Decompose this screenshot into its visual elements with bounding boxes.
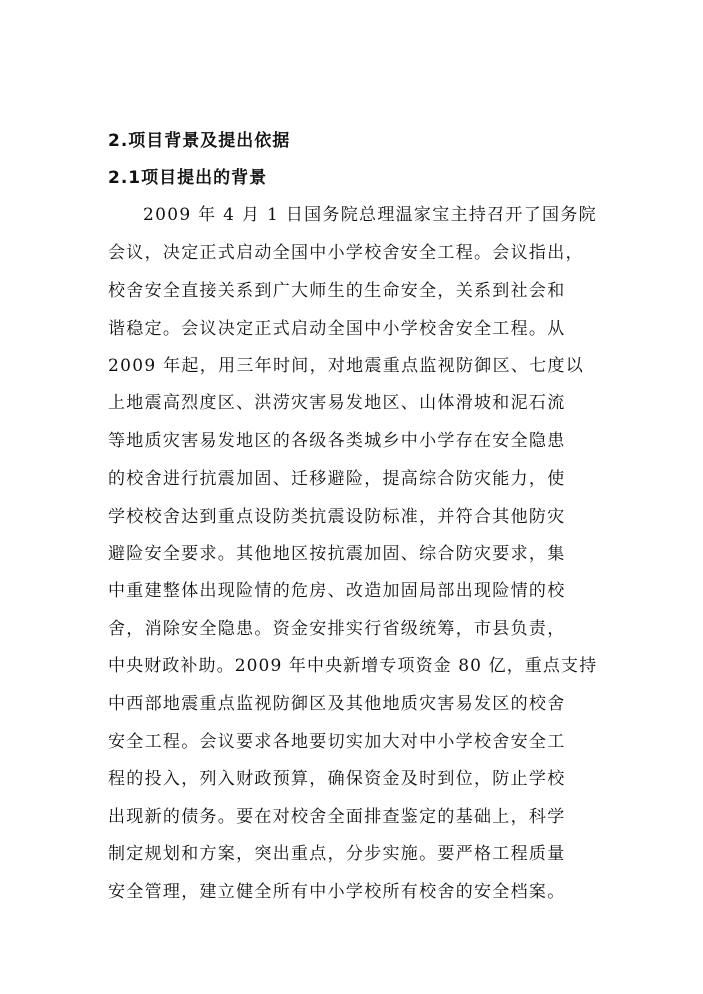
body-line: 安全管理，建立健全所有中小学校所有校舍的安全档案。 [108,882,566,902]
section-heading: 2.项目背景及提出依据 [108,131,291,151]
body-line: 2009 年 4 月 1 日国务院总理温家宝主持召开了国务院 [143,205,597,225]
body-line: 制定规划和方案，突出重点，分步实施。要严格工程质量 [108,844,566,864]
body-line: 上地震高烈度区、洪涝灾害易发地区、山体滑坡和泥石流 [108,393,566,413]
body-line: 等地质灾害易发地区的各级各类城乡中小学存在安全隐患 [108,431,566,451]
body-line: 学校校舍达到重点设防类抗震设防标准，并符合其他防灾 [108,507,566,527]
body-line: 中西部地震重点监视防御区及其他地质灾害易发区的校舍 [108,694,566,714]
subsection-heading: 2.1项目提出的背景 [108,168,268,188]
body-line: 校舍安全直接关系到广大师生的生命安全，关系到社会和 [108,281,566,301]
body-line: 安全工程。会议要求各地要切实加大对中小学校舍安全工 [108,732,566,752]
body-line: 谐稳定。会议决定正式启动全国中小学校舍安全工程。从 [108,319,566,339]
body-line: 中重建整体出现险情的危房、改造加固局部出现险情的校 [108,581,566,601]
body-line: 2009 年起，用三年时间，对地震重点监视防御区、七度以 [108,356,585,376]
body-line: 程的投入，列入财政预算，确保资金及时到位，防止学校 [108,769,566,789]
body-line: 中央财政补助。2009 年中央新增专项资金 80 亿，重点支持 [108,656,598,676]
body-line: 舍，消除安全隐患。资金安排实行省级统筹，市县负责， [108,619,566,639]
body-line: 避险安全要求。其他地区按抗震加固、综合防灾要求，集 [108,544,566,564]
body-line: 出现新的债务。要在对校舍全面排查鉴定的基础上，科学 [108,807,566,827]
body-line: 的校舍进行抗震加固、迁移避险，提高综合防灾能力，使 [108,469,566,489]
body-line: 会议，决定正式启动全国中小学校舍安全工程。会议指出， [108,243,584,263]
